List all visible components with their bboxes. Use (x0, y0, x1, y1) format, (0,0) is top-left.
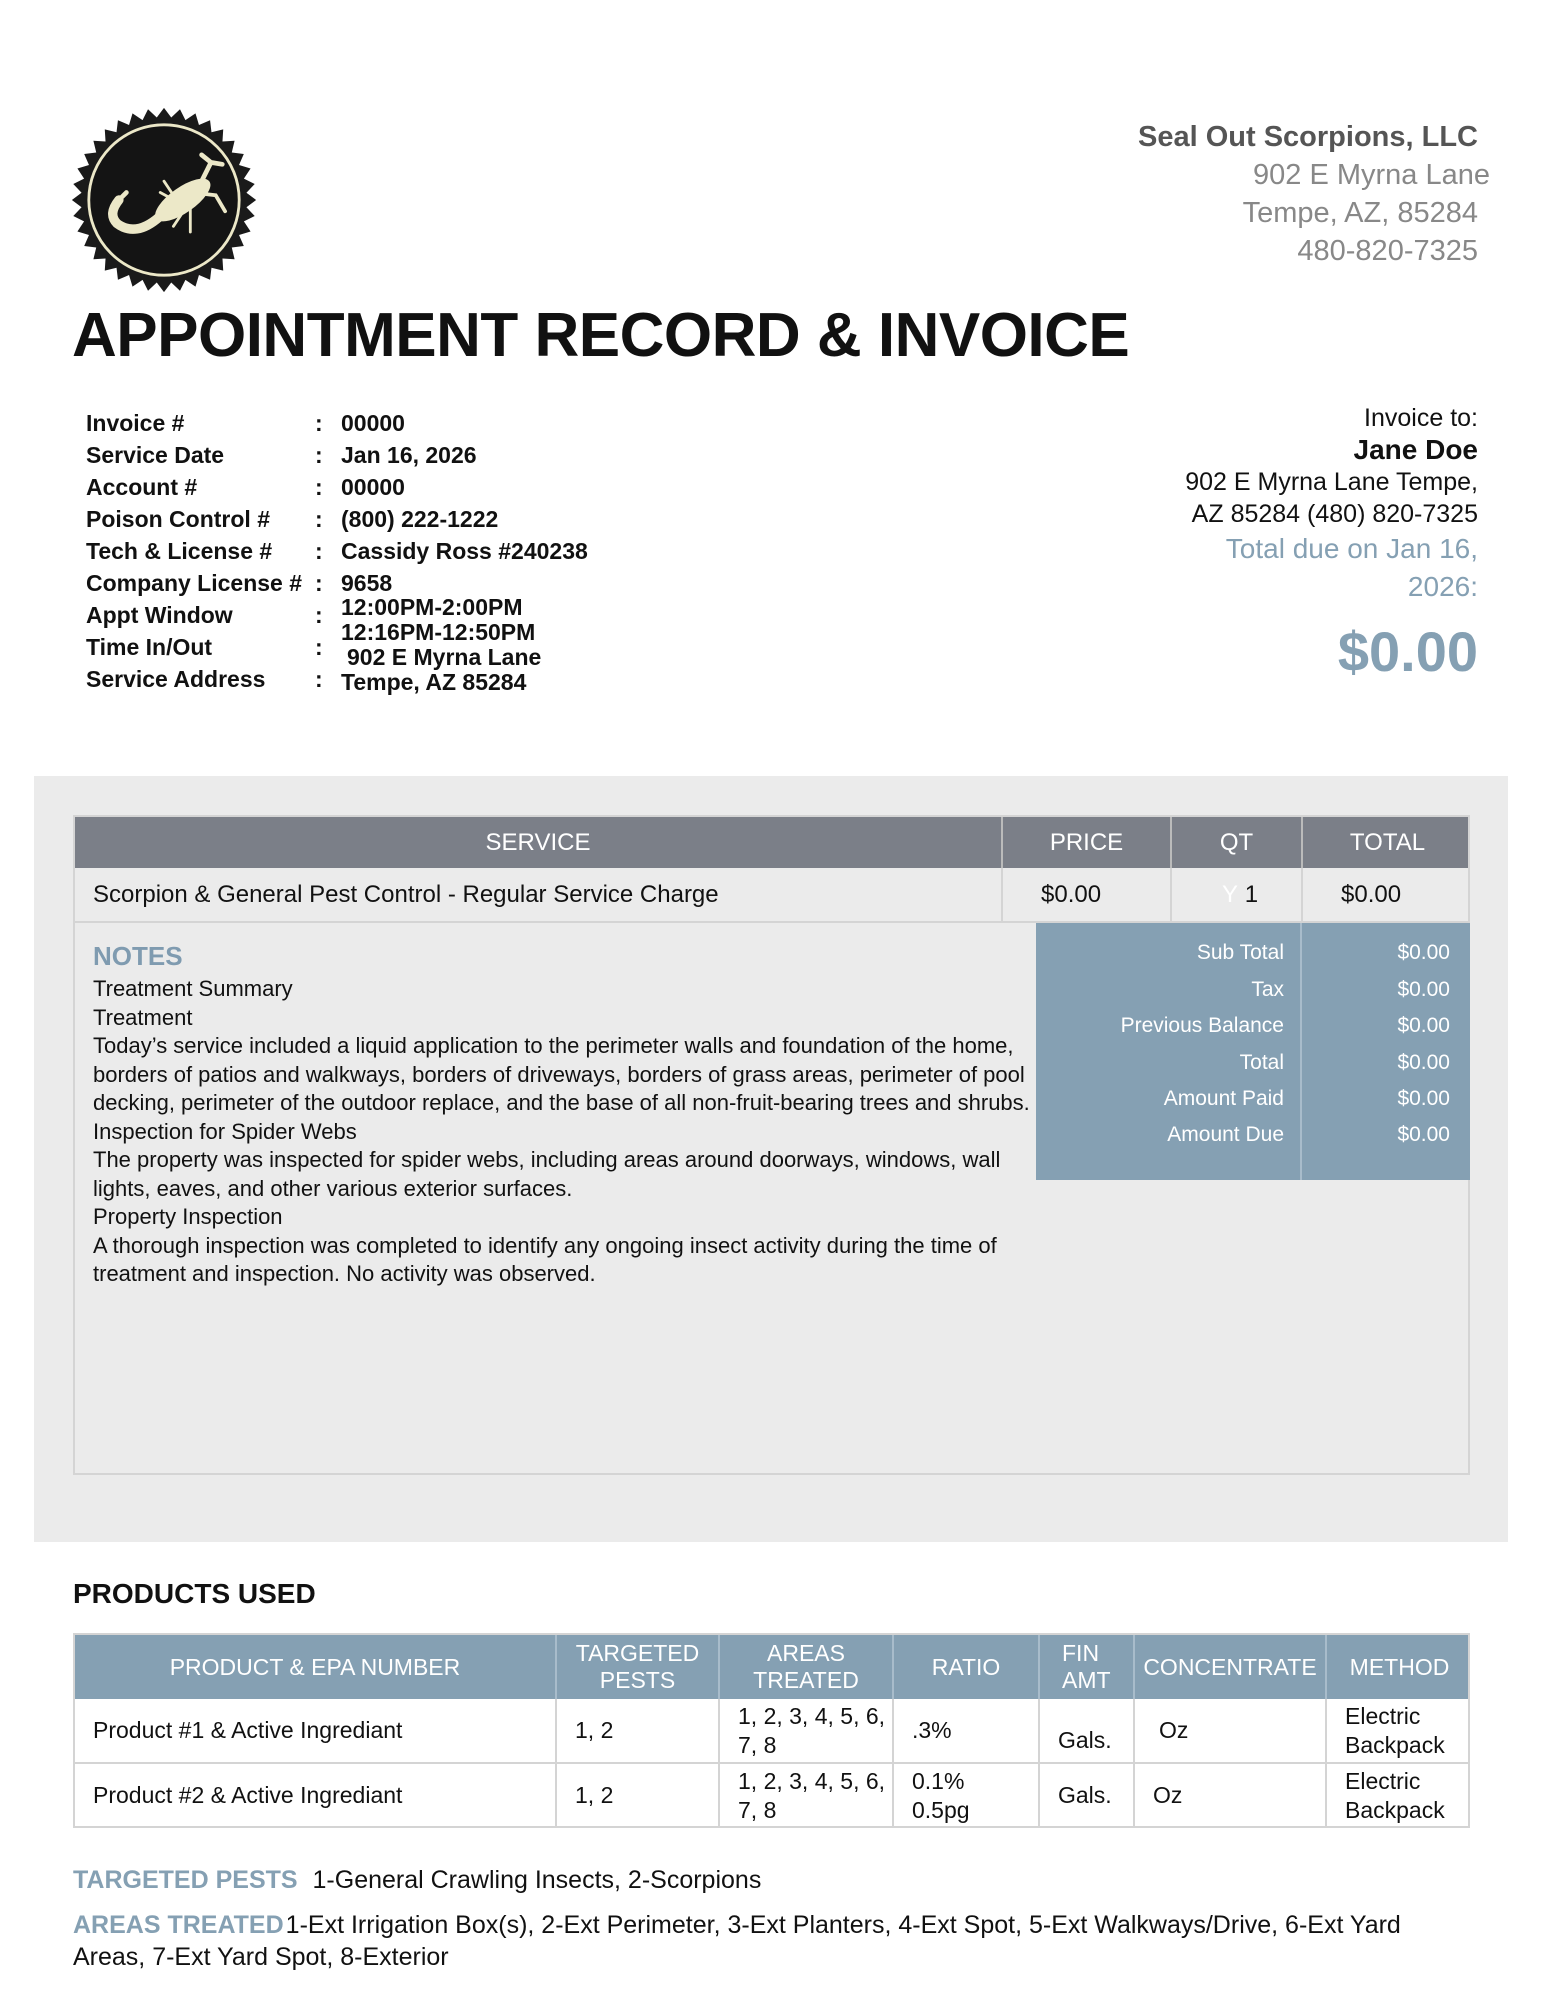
invoice-details-labels (86, 407, 323, 695)
poison-control: (800) 222-1222 (341, 506, 499, 532)
product-fin-amt: Gals. (1040, 1764, 1135, 1827)
totals-row (1036, 1008, 1470, 1044)
service-total: $0.00 (1341, 880, 1402, 908)
info-label: Account # (86, 474, 198, 500)
table-row (75, 1764, 1468, 1829)
product-name: Product #2 & Active Ingrediant (75, 1764, 557, 1827)
product-name: Product #1 & Active Ingrediant (75, 1699, 557, 1762)
company-phone: 480-820-7325 (1297, 235, 1478, 267)
header-areas: AREAS TREATED (720, 1635, 894, 1699)
notes-line: The property was inspected for spider webs, including areas around doorways, windows, wall lights, eaves, and other various exterior surfaces. (93, 1147, 1001, 1201)
info-label: Company License # (86, 570, 303, 596)
totals-label: Amount Paid (1163, 1087, 1284, 1110)
colon: : (315, 506, 323, 532)
totals-row (1036, 935, 1470, 971)
info-label: Invoice # (86, 410, 185, 436)
colon: : (315, 634, 323, 660)
info-label: Service Date (86, 442, 225, 468)
product-areas: 1, 2, 3, 4, 5, 6, 7, 8 (720, 1764, 894, 1827)
company-city: Tempe, AZ, 85284 (1242, 197, 1478, 229)
header-service: SERVICE (75, 817, 1003, 868)
tech-license: Cassidy Ross #240238 (341, 538, 588, 564)
service-table (73, 815, 1470, 1475)
header-total: TOTAL (1349, 828, 1426, 856)
products-heading: PRODUCTS USED (73, 1578, 316, 1609)
info-label: Appt Window (86, 602, 233, 628)
qt-value: 1 (1244, 880, 1259, 908)
totals-label: Total (1239, 1051, 1284, 1074)
totals-value: $0.00 (1397, 978, 1450, 1001)
product-pests: 1, 2 (557, 1699, 720, 1762)
table-row (75, 868, 1468, 923)
company-logo (70, 106, 258, 294)
info-label: Time In/Out (86, 634, 213, 660)
targeted-pests-legend (73, 1864, 1473, 1896)
targeted-pests-text: 1-General Crawling Insects, 2-Scorpions (312, 1866, 762, 1894)
company-license: 9658 (341, 570, 393, 596)
invoice-to-label: Invoice to: (1364, 404, 1478, 432)
product-fin-amt: Gals. (1040, 1699, 1135, 1762)
total-due-label: Total due on Jan 16, 2026: (1225, 533, 1478, 602)
product-ratio: 0.1% 0.5pg (894, 1764, 1040, 1827)
totals-row (1036, 1081, 1470, 1117)
product-ratio: .3% (894, 1699, 1040, 1762)
service-address-line1: 902 E Myrna Lane (347, 644, 542, 670)
service-name: Scorpion & General Pest Control - Regular Service Charge (75, 868, 1003, 921)
service-address-line2: Tempe, AZ 85284 (341, 669, 527, 695)
header-fin-amt: FIN AMT (1040, 1635, 1135, 1699)
product-pests: 1, 2 (557, 1764, 720, 1827)
colon: : (315, 410, 323, 436)
colon: : (315, 570, 323, 596)
totals-row (1036, 1045, 1470, 1081)
product-concentrate: Oz (1135, 1764, 1327, 1827)
table-row (75, 1699, 1468, 1764)
invoice-details-values (341, 407, 588, 695)
products-table (73, 1633, 1470, 1828)
total-due-amount: $0.00 (1337, 620, 1478, 683)
header-concentrate: CONCENTRATE (1135, 1635, 1327, 1699)
header-method: METHOD (1349, 1653, 1450, 1680)
customer-name: Jane Doe (1353, 434, 1478, 465)
totals-value: $0.00 (1397, 1087, 1450, 1110)
account-number: 00000 (341, 474, 405, 500)
notes-line: Property Inspection (93, 1204, 283, 1229)
appt-window: 12:00PM-2:00PM (341, 594, 523, 620)
product-concentrate: Oz (1135, 1699, 1327, 1762)
colon: : (315, 666, 323, 692)
areas-treated-text: 1-Ext Irrigation Box(s), 2-Ext Perimeter, 3-Ext Planters, 4-Ext Spot, 5-Ext Walkways/Drive, 6-Ext Yard Areas, 7-Ext Yard Spot, 8-Exterior (73, 1911, 1401, 1971)
company-street: 902 E Myrna Lane (1253, 159, 1490, 191)
notes-heading: NOTES (93, 941, 183, 971)
totals-value: $0.00 (1397, 1014, 1450, 1037)
totals-label: Sub Total (1196, 941, 1284, 964)
totals-row (1036, 1117, 1470, 1153)
totals-label: Tax (1251, 978, 1284, 1001)
info-label: Service Address (86, 666, 266, 692)
product-method: Electric Backpack (1345, 1767, 1445, 1823)
notes-line: Treatment (93, 1004, 193, 1030)
totals-panel (1036, 923, 1470, 1180)
colon: : (315, 442, 323, 468)
targeted-pests-label: TARGETED PESTS (73, 1866, 298, 1894)
header-ratio: RATIO (894, 1635, 1040, 1699)
colon: : (315, 474, 323, 500)
invoice-number: 00000 (341, 410, 405, 436)
totals-value: $0.00 (1397, 941, 1450, 964)
areas-treated-label: AREAS TREATED (73, 1911, 284, 1939)
totals-label: Previous Balance (1120, 1014, 1284, 1037)
bill-to (1178, 402, 1478, 684)
info-label: Tech & License # (86, 538, 273, 564)
page-title: APPOINTMENT RECORD & INVOICE (72, 301, 1130, 370)
info-label: Poison Control # (86, 506, 270, 532)
notes (93, 939, 1033, 1289)
company-name: Seal Out Scorpions, LLC (1138, 121, 1478, 153)
product-method: Electric Backpack (1345, 1702, 1445, 1758)
totals-value: $0.00 (1397, 1051, 1450, 1074)
totals-label: Amount Due (1167, 1123, 1284, 1146)
service-price: $0.00 (1003, 868, 1172, 921)
service-date: Jan 16, 2026 (341, 442, 477, 468)
product-areas: 1, 2, 3, 4, 5, 6, 7, 8 (720, 1699, 894, 1762)
customer-address2: AZ 85284 (480) 820-7325 (1191, 500, 1478, 528)
company-info (1138, 118, 1490, 270)
colon: : (315, 602, 323, 628)
notes-line: Inspection for Spider Webs (93, 1118, 357, 1144)
notes-line: Today’s service included a liquid application to the perimeter walls and foundation of the home, borders of patios and walkways, borders of driveways, borders of grass areas, perimeter of pool decking, perimeter of the outdoor replace, and the base of all non-fruit-bearing trees and shrubs. (93, 1033, 1030, 1115)
products-header (75, 1635, 1468, 1699)
colon: : (315, 538, 323, 564)
totals-value: $0.00 (1397, 1123, 1450, 1146)
customer-address1: 902 E Myrna Lane Tempe, (1185, 468, 1478, 496)
qt-prefix: Y (1222, 880, 1239, 908)
header-pests: TARGETED PESTS (557, 1635, 720, 1699)
service-qt (1172, 868, 1303, 921)
notes-line: Treatment Summary (93, 976, 293, 1001)
time-in-out: 12:16PM-12:50PM (341, 619, 536, 645)
header-qt: QT (1172, 817, 1303, 868)
service-table-header (75, 817, 1468, 868)
notes-line: A thorough inspection was completed to identify any ongoing insect activity during the time of treatment and inspection. No activity was observed. (93, 1232, 997, 1286)
header-price: PRICE (1003, 817, 1172, 868)
totals-row (1036, 972, 1470, 1008)
areas-treated-legend (73, 1909, 1473, 1973)
header-product: PRODUCT & EPA NUMBER (75, 1635, 557, 1699)
